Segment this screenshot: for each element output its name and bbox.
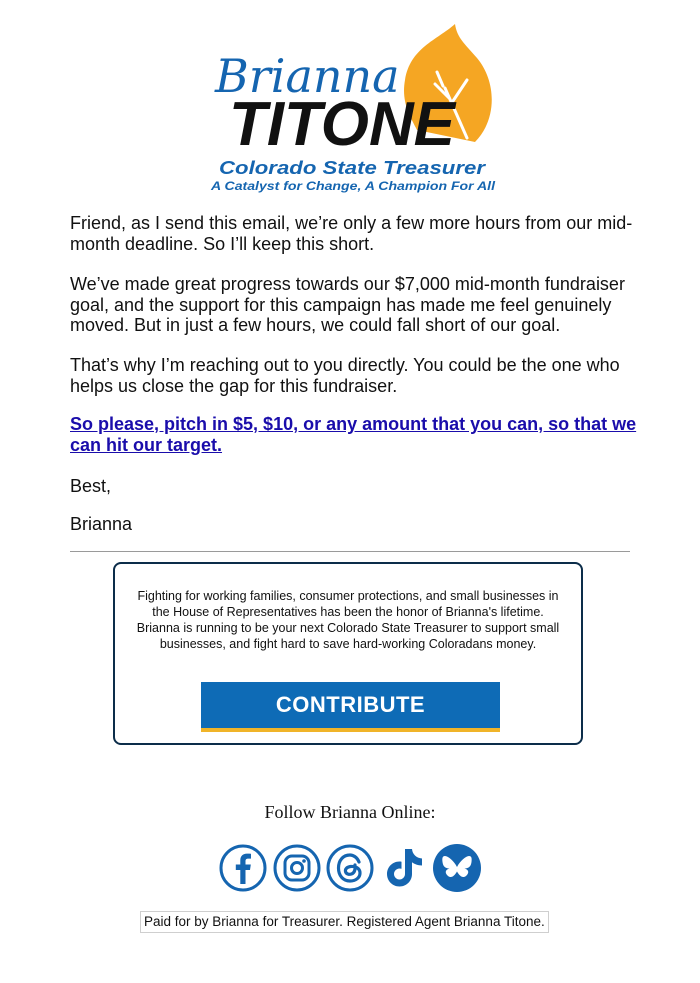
logo-tagline: A Catalyst for Change, A Champion For All [209,179,496,193]
threads-icon[interactable] [325,843,375,893]
email-paragraph-3: That’s why I’m reaching out to you directly. You could be the one who helps us close the gap for this fundraiser. [70,355,620,396]
signature: Brianna [70,514,133,534]
logo-first-name: Brianna [215,49,400,103]
donation-link-paragraph [70,414,640,455]
signoff: Best, [70,476,112,496]
tiktok-icon[interactable] [379,843,429,893]
logo-office: Colorado State Treasurer [219,158,487,178]
donation-link[interactable]: So please, pitch in $5, $10, or any amount that you can, so that we can hit our target. [70,414,637,455]
card-description: Fighting for working families, consumer protections, and small businesses in the House of Representatives has been the honor of Brianna's lifetime. Brianna is running to be your next Colorado State Treasurer to support small businesses, and fight hard to save hard-working Coloradans money. [136,589,560,651]
follow-heading: Follow Brianna Online: [264,802,436,822]
logo-last-name: TITONE [229,90,457,159]
contribute-card [113,562,583,745]
email-paragraph-1: Friend, as I send this email, we’re only a few more hours from our mid-month deadline. So I’ll keep this short. [70,213,633,254]
section-divider [70,551,630,552]
instagram-icon[interactable] [272,843,322,893]
contribute-button[interactable]: CONTRIBUTE [201,682,500,732]
social-icons [218,843,482,895]
logo-graphic [205,20,505,198]
paid-for-disclaimer: Paid for by Brianna for Treasurer. Registered Agent Brianna Titone. [140,911,549,933]
facebook-icon[interactable] [218,843,268,893]
bluesky-icon[interactable] [432,843,482,893]
email-paragraph-2: We’ve made great progress towards our $7,000 mid-month fundraiser goal, and the support for this campaign has made me feel genuinely moved. But in just a few hours, we could fall short of our goal. [70,274,625,335]
campaign-logo [205,20,505,198]
